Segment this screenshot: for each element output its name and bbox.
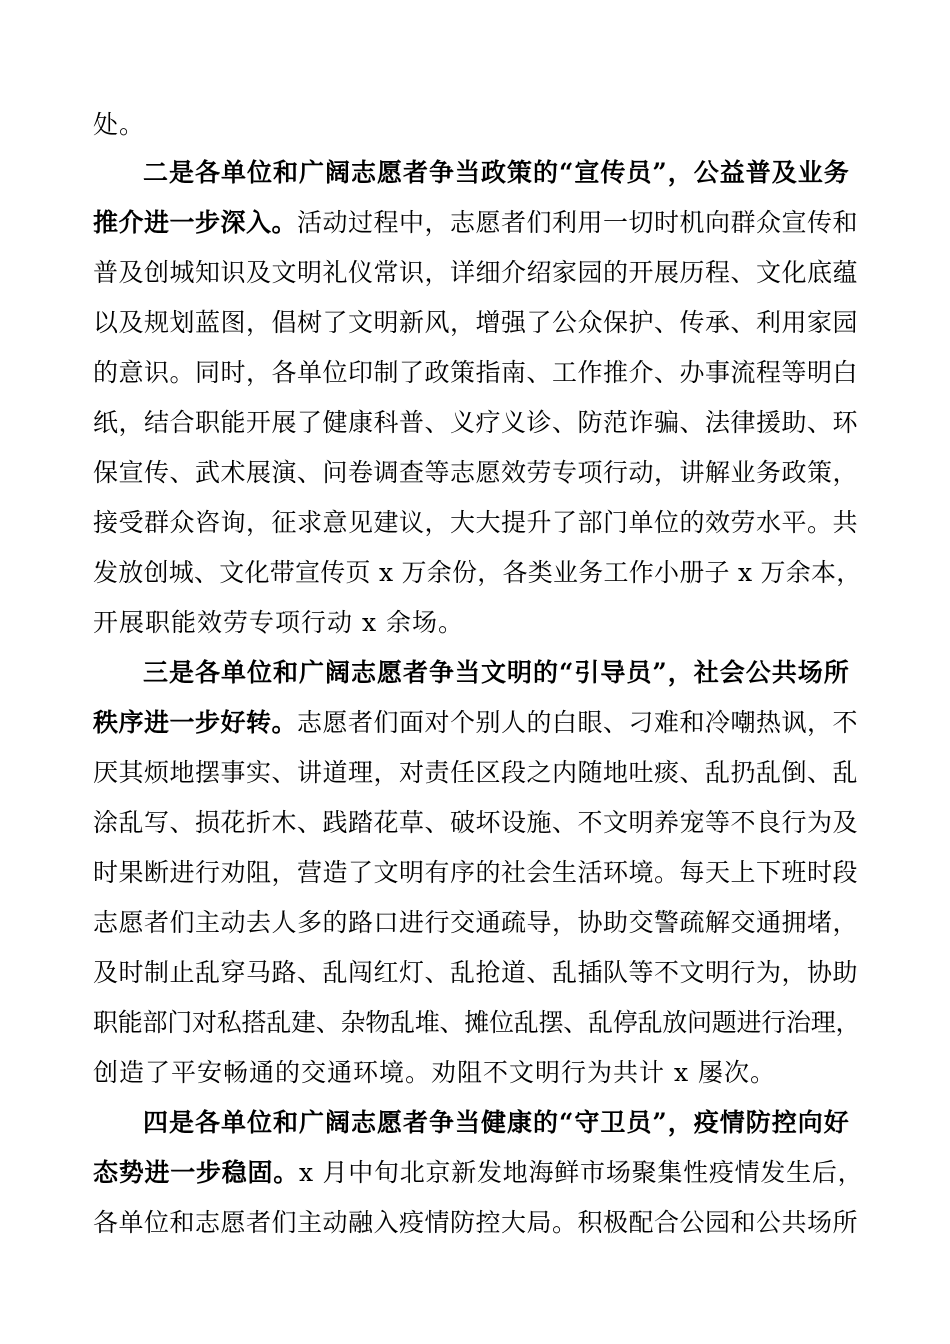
body-text: 发放创城、文化带宣传页 x 万余份，各类业务工作小册子 x 万余本， (93, 558, 862, 587)
bold-heading-text: 态势进一步稳固。 (93, 1158, 300, 1187)
body-text: 厌其烦地摆事实、讲道理，对责任区段之内随地吐痰、乱扔乱倒、乱 (93, 758, 859, 787)
text-line (93, 598, 863, 648)
body-text: 保宣传、武术展演、问卷调查等志愿效劳专项行动，讲解业务政策， (93, 458, 859, 487)
text-line (93, 848, 863, 898)
text-line (93, 1048, 863, 1098)
text-line (93, 548, 863, 598)
body-text: 各单位和志愿者们主动融入疫情防控大局。积极配合公园和公共场所 (93, 1208, 859, 1237)
body-text: 活动过程中，志愿者们利用一切时机向群众宣传和 (297, 208, 859, 237)
text-line (93, 898, 863, 948)
text-line (93, 1198, 863, 1248)
body-text: 创造了平安畅通的交通环境。劝阻不文明行为共计 x 屡次。 (93, 1058, 776, 1087)
text-line (93, 198, 863, 248)
body-text: 以及规划蓝图，倡树了文明新风，增强了公众保护、传承、利用家园 (93, 308, 859, 337)
text-line (93, 298, 863, 348)
text-line (93, 448, 863, 498)
body-text: 及时制止乱穿马路、乱闯红灯、乱抢道、乱插队等不文明行为，协助 (93, 958, 859, 987)
bold-heading-text: 推介进一步深入。 (93, 208, 298, 237)
body-text: 志愿者们面对个别人的白眼、刁难和冷嘲热讽，不 (297, 708, 859, 737)
fragment-text: 处。 (93, 110, 146, 139)
body-text: 志愿者们主动去人多的路口进行交通疏导，协助交警疏解交通拥堵， (93, 908, 859, 937)
body-text: 职能部门对私搭乱建、杂物乱堆、摊位乱摆、乱停乱放问题进行治理， (93, 1008, 861, 1037)
bold-heading-text: 二是各单位和广阔志愿者争当政策的“宣传员”，公益普及业务 (143, 158, 850, 187)
text-line (93, 498, 863, 548)
text-line (93, 398, 863, 448)
text-line (93, 248, 863, 298)
text-line (93, 798, 863, 848)
bold-heading-text: 三是各单位和广阔志愿者争当文明的“引导员”，社会公共场所 (143, 658, 850, 687)
text-line (93, 1148, 863, 1198)
body-text: 开展职能效劳专项行动 x 余场。 (93, 608, 464, 637)
text-line (93, 348, 863, 398)
body-text: 普及创城知识及文明礼仪常识，详细介绍家园的开展历程、文化底蕴 (93, 258, 859, 287)
text-line (93, 998, 863, 1048)
body-text: 的意识。同时，各单位印制了政策指南、工作推介、办事流程等明白 (93, 358, 859, 387)
body-text: x 月中旬北京新发地海鲜市场聚集性疫情发生后， (299, 1158, 864, 1187)
bold-heading-text: 秩序进一步好转。 (93, 708, 298, 737)
text-line (93, 748, 863, 798)
text-line (93, 948, 863, 998)
text-line (143, 1098, 863, 1148)
body-text: 接受群众咨询，征求意见建议，大大提升了部门单位的效劳水平。共 (93, 508, 859, 537)
bold-heading-text: 四是各单位和广阔志愿者争当健康的“守卫员”，疫情防控向好 (143, 1108, 850, 1137)
body-text: 纸，结合职能开展了健康科普、义疗义诊、防范诈骗、法律援助、环 (93, 408, 859, 437)
paragraph-fragment (93, 100, 863, 150)
text-line (143, 648, 863, 698)
text-line (143, 148, 863, 198)
text-line (93, 698, 863, 748)
body-text: 时果断进行劝阻，营造了文明有序的社会生活环境。每天上下班时段 (93, 858, 859, 887)
body-text: 涂乱写、损花折木、践踏花草、破坏设施、不文明养宠等不良行为及 (93, 808, 859, 837)
